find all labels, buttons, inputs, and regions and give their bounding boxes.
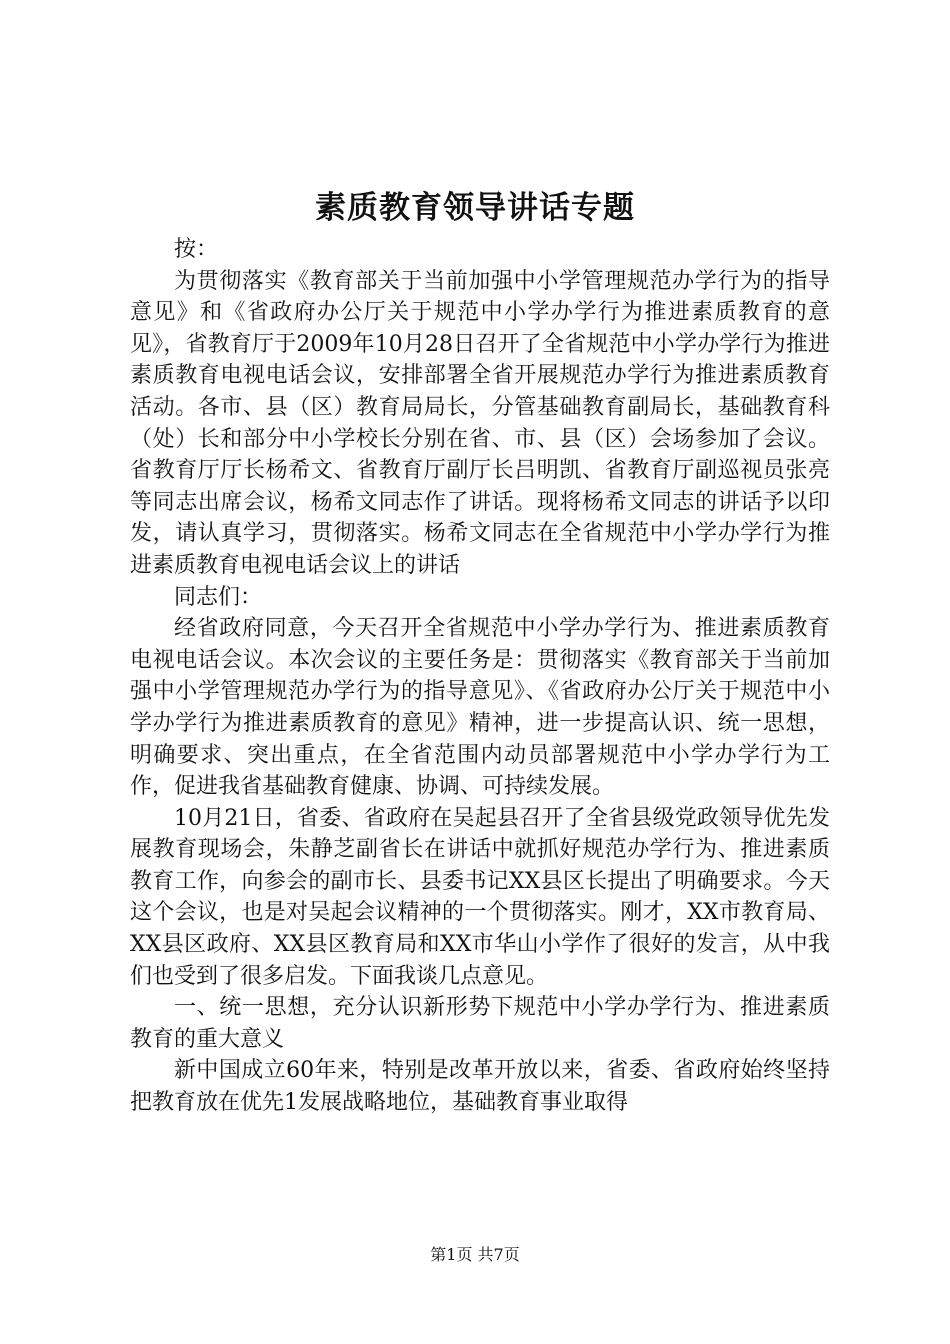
page-number: 第1页 共7页 xyxy=(430,1245,520,1264)
paragraph-wuqi-meeting: 10月21日，省委、省政府在吴起县召开了全省县级党政领导优先发展教育现场会，朱静芝副省长在讲话中就抓好规范办学行为、推进素质教育工作，向参会的副市长、县委书记XX县区长提出了明确要求。今天这个会议，也是对吴起会议精神的一个贯彻落实。刚才，XX市教育局、XX县区政府、XX县区教育局和XX市华山小学作了很好的发言，从中我们也受到了很多启发。下面我谈几点意见。 xyxy=(130,805,830,989)
document-title: 素质教育领导讲话专题 xyxy=(315,190,635,226)
salutation: 同志们： xyxy=(174,584,263,610)
paragraph-meeting-purpose: 经省政府同意，今天召开全省规范中小学办学行为、推进素质教育电视电话会议。本次会议的主要任务是：贯彻落实《教育部关于当前加强中小学管理规范办学行为的指导意见》、《省政府办公厅关于规范中小学办学行为推进素质教育的意见》精神，进一步提高认识、统一思想，明确要求、突出重点，在全省范围内动员部署规范中小学办学行为工作，促进我省基础教育健康、协调、可持续发展。 xyxy=(130,616,830,800)
note-label: 按： xyxy=(174,237,219,262)
paragraph-intro: 为贯彻落实《教育部关于当前加强中小学管理规范办学行为的指导意见》和《省政府办公厅关于规范中小学办学行为推进素质教育的意见》，省教育厅于2009年10月28日召开了全省规范中小学办学行为推进素质教育电视电话会议，安排部署全省开展规范办学行为推进素质教育活动。各市、县（区）教育局局长，分管基础教育副局长，基础教育科（处）长和部分中小学校长分别在省、市、县（区）会场参加了会议。省教育厅厅长杨希文、省教育厅副厅长吕明凯、省教育厅副巡视员张亮等同志出席会议，杨希文同志作了讲话。现将杨希文同志的讲话予以印发，请认真学习，贯彻落实。杨希文同志在全省规范中小学办学行为推进素质教育电视电话会议上的讲话 xyxy=(130,268,830,578)
paragraph-history: 新中国成立60年来，特别是改革开放以来，省委、省政府始终坚持把教育放在优先1发展战略地位，基础教育事业取得 xyxy=(130,1058,830,1116)
document-body xyxy=(130,234,830,1119)
section-heading-one: 一、统一思想，充分认识新形势下规范中小学办学行为、推进素质教育的重大意义 xyxy=(130,995,830,1052)
